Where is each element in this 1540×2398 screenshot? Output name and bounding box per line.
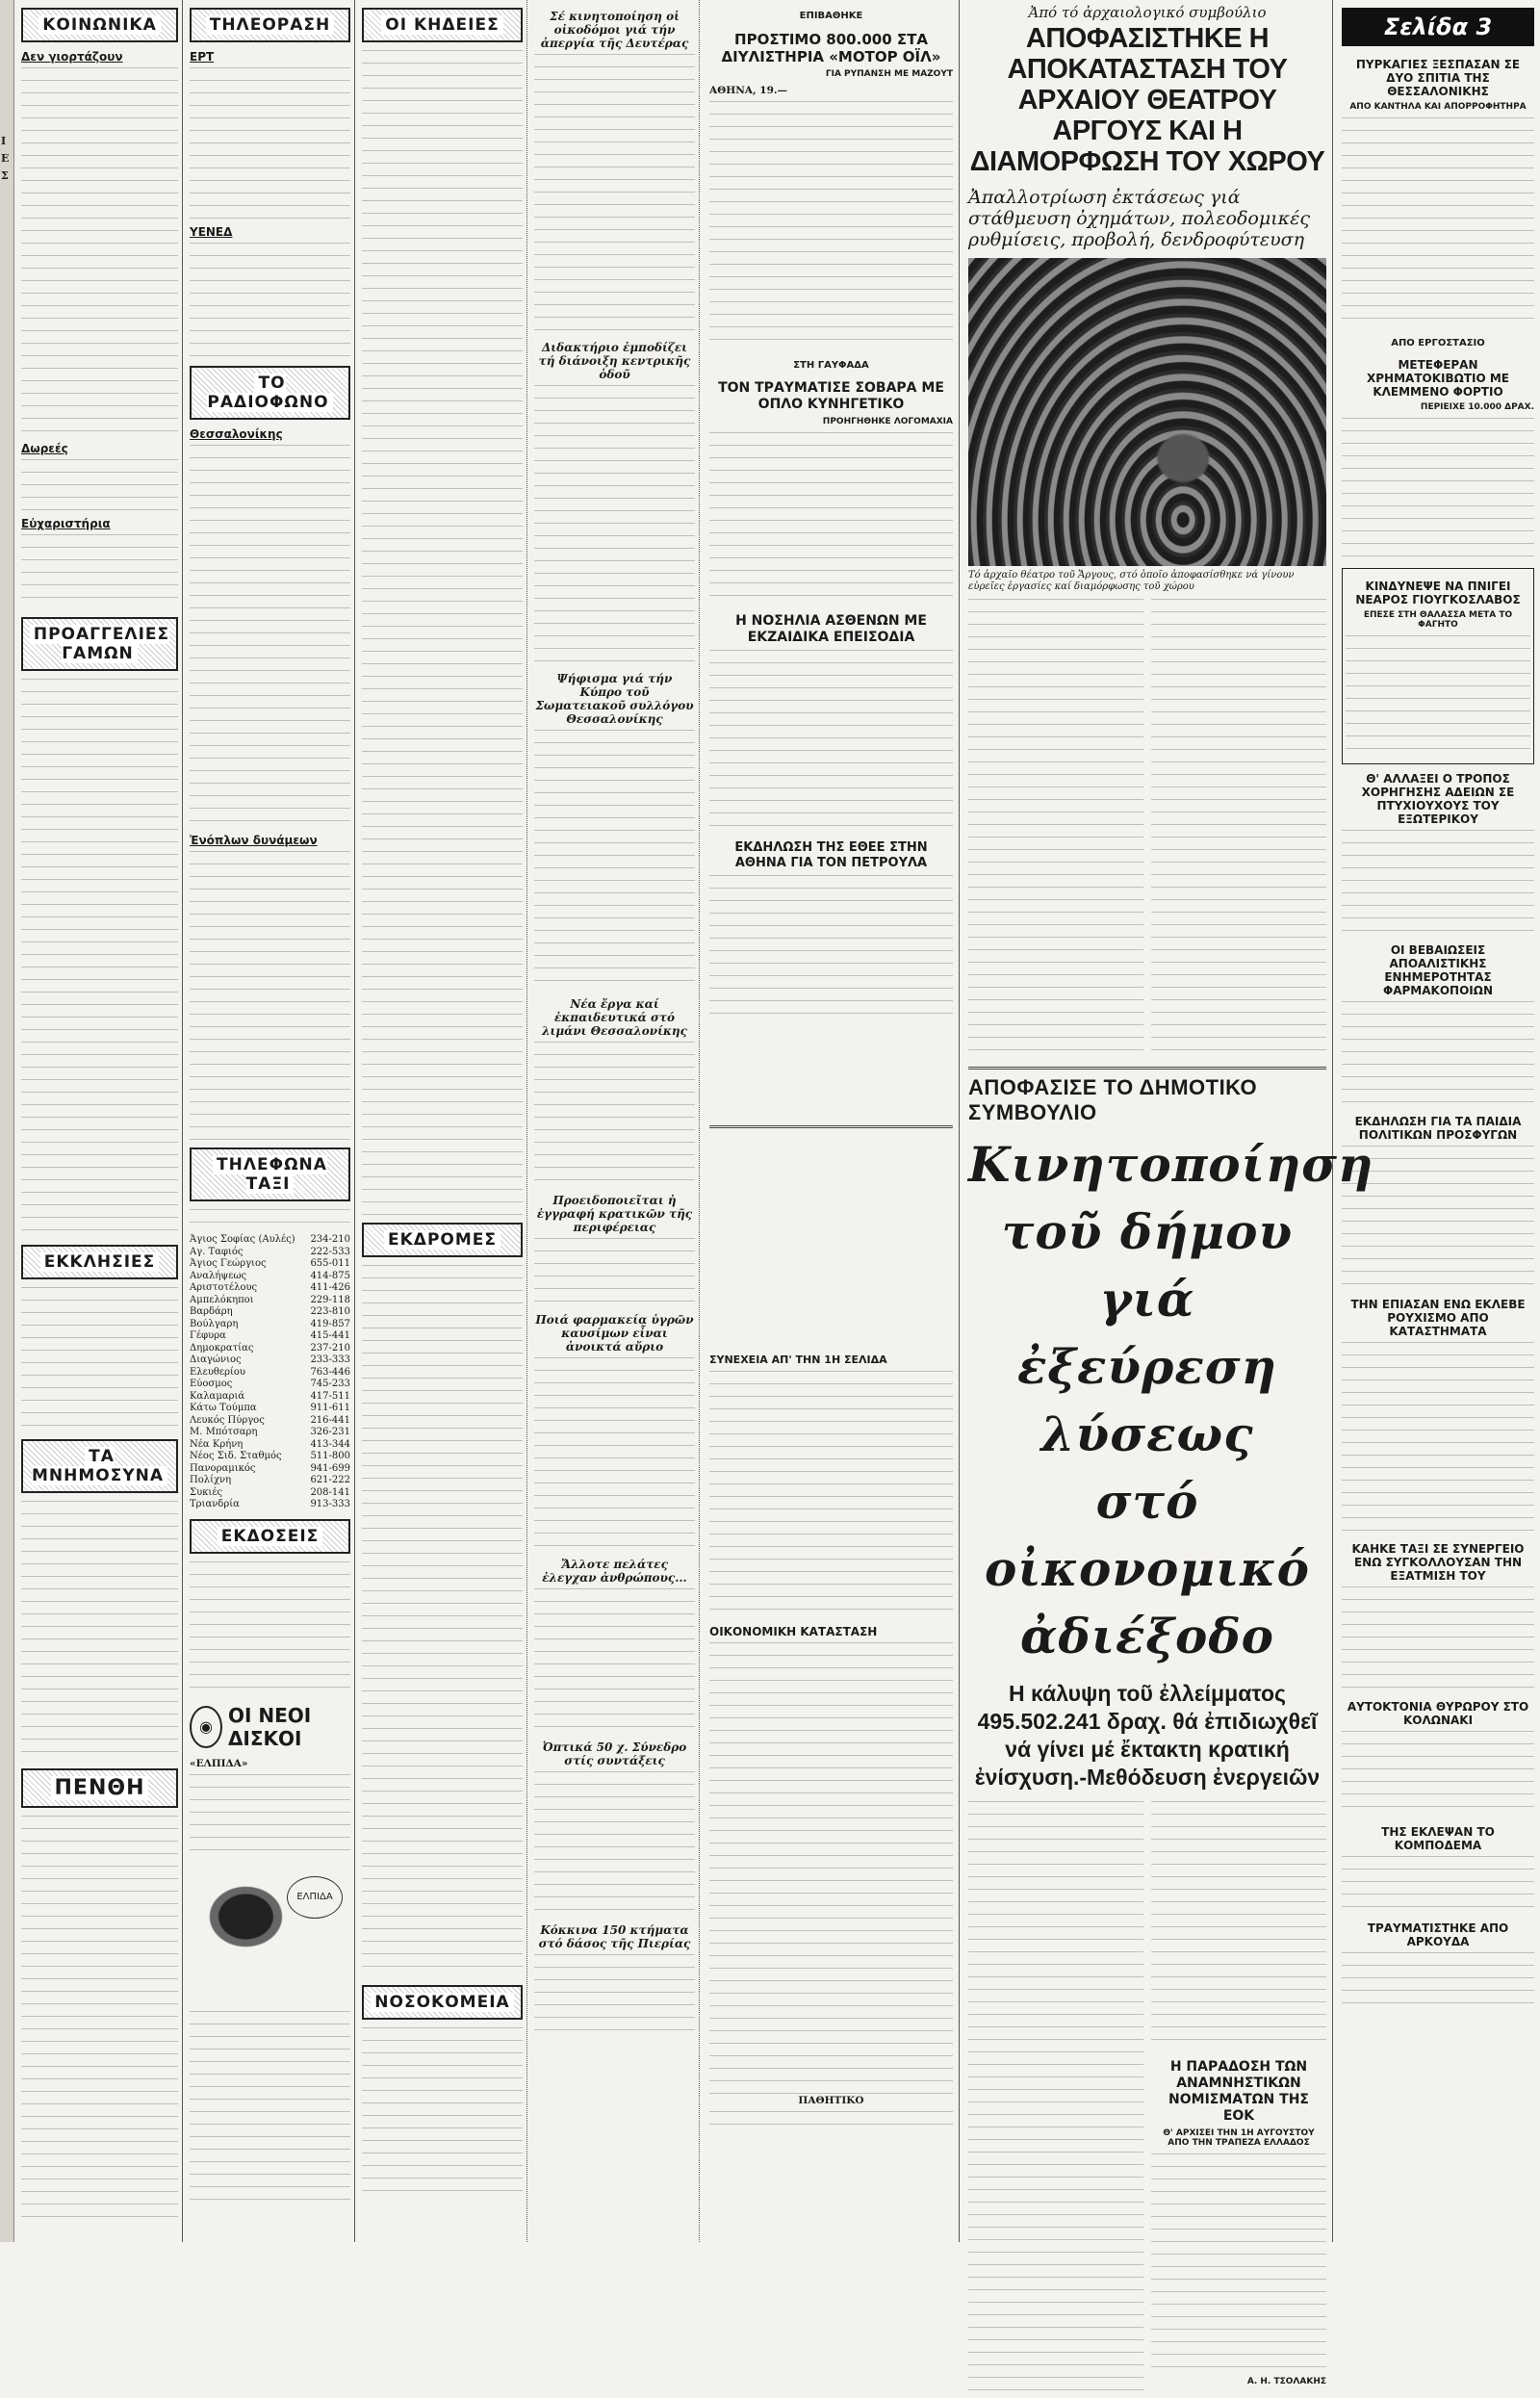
column-local-news: [530, 0, 700, 2242]
taxi-stand-name: Άγιος Σοφίας (Αυλές): [190, 1234, 295, 1245]
new-records-head: [190, 1704, 350, 1750]
headline: Νέα ἔργα καί ἐκπαιδευτικά στό λιμάνι Θεσσαλονίκης: [542, 997, 687, 1038]
body-column: [968, 1801, 1143, 2398]
taxi-row: [190, 1282, 350, 1295]
text-block: [534, 730, 695, 990]
headline: Σέ κινητοποίηση οἱ οἰκοδόμοι γιά τήν ἀπεργία τῆς Δευτέρας: [540, 10, 689, 50]
taxi-row: [190, 1258, 350, 1271]
council-headline-line2: γιά ἐξεύρεση λύσεως: [1017, 1271, 1277, 1462]
page-number-tab: Σελίδα 3: [1342, 8, 1534, 46]
column-lead-stories: [962, 0, 1374, 2386]
taxi-phone-number: 621-222: [310, 1475, 350, 1485]
taxi-row: [190, 1487, 350, 1500]
headline: ΤΗΣ ΕΚΛΕΨΑΝ ΤΟ ΚΟΜΠΟΔΕΜΑ: [1381, 1825, 1495, 1852]
taxi-row: [190, 1451, 350, 1463]
headline: Η ΝΟΣΗΛΙΑ ΑΣΘΕΝΩΝ ΜΕ ΕΚΖΑΙΔΙΚΑ ΕΠΕΙΣΟΔΙΑ: [735, 613, 927, 645]
text-block: [534, 1042, 695, 1186]
taxi-phone-number: 417-511: [310, 1390, 350, 1402]
divider: [709, 1125, 953, 1128]
lead-body: [968, 599, 1326, 1061]
text-block: [362, 1265, 523, 1977]
photo-caption: Τό ἀρχαῖο θέατρο τοῦ Ἄργους, στό ὁποῖο ἀποφασίσθηκε νά γίνουν εὐρεῖες ἐργασίες καί διαμόρφωσης τοῦ χώρου: [968, 570, 1295, 592]
text-block: [709, 1642, 953, 2095]
body-column: [1151, 1801, 1326, 2398]
taxi-stand-name: Νέος Σιδ. Σταθμός: [190, 1451, 282, 1461]
taxi-phone-number: 223-810: [310, 1306, 350, 1317]
subhead: ΠΡΟΗΓΗΘΗΚΕ ΛΟΓΟΜΑΧΙΑ: [822, 417, 953, 426]
headline: Κόκκινα 150 κτήματα στό δάσος τῆς Πιερίας: [538, 1923, 691, 1950]
section-head-ekklisies: ΕΚΚΛΗΣΙΕΣ: [21, 1245, 178, 1279]
spacer: [709, 1134, 953, 1346]
taxi-row: [190, 1403, 350, 1415]
text-block: [21, 679, 178, 1237]
taxi-phone-number: 229-118: [310, 1294, 350, 1305]
taxi-row: [190, 1499, 350, 1511]
text-block: [968, 1801, 1143, 2398]
text-block: [709, 1371, 953, 1621]
taxi-stand-name: Πολίχνη: [190, 1475, 232, 1485]
subhead-liabilities: ΠΑΘΗΤΙΚΟ: [798, 2095, 864, 2106]
council-headline-line1: Κινητοποίηση τοῦ δήμου: [968, 1136, 1374, 1260]
text-block: [190, 1561, 350, 1696]
text-block: [534, 1954, 695, 2041]
headline: Διδακτήριο ἐμποδίζει τή διάνοιξη κεντρικῆς ὁδοῦ: [538, 341, 691, 381]
disk-icon: ◉: [190, 1706, 222, 1748]
new-records-label: ΟΙ ΝΕΟΙ ΔΙΣΚΟΙ: [227, 1703, 312, 1750]
taxi-stand-name: Συκιές: [190, 1486, 223, 1498]
subhead-ert: ΕΡΤ: [190, 50, 215, 64]
taxi-phone-number: 233-333: [310, 1354, 350, 1365]
section-head-penthi: ΠΕΝΘΗ: [21, 1768, 178, 1808]
section-head-ekdromes: ΕΚΔΡΟΜΕΣ: [362, 1223, 523, 1257]
taxi-stand-name: Πανοραμικός: [190, 1462, 256, 1474]
taxi-stand-name: Ελευθερίου: [190, 1366, 245, 1378]
subhead-enoplon: Ἐνόπλων δυνάμεων: [190, 834, 318, 847]
headline: Θ' ΑΛΛΑΞΕΙ Ο ΤΡΟΠΟΣ ΧΟΡΗΓΗΣΗΣ ΑΔΕΙΩΝ ΣΕ ΠΤΥΧΙΟΥΧΟΥΣ ΤΟΥ ΕΞΩΤΕΡΙΚΟΥ: [1361, 772, 1515, 826]
text-block: [21, 1501, 178, 1761]
taxi-phone-number: 419-857: [310, 1318, 350, 1329]
section-head-tileorasi: ΤΗΛΕΟΡΑΣΗ: [190, 8, 350, 42]
column-tv-radio: [186, 0, 355, 2242]
taxi-row: [190, 1271, 350, 1283]
text-block: [190, 445, 350, 830]
text-block: [190, 243, 350, 358]
taxi-stand-name: Αμπελόκηποι: [190, 1294, 254, 1305]
strip-letter: Ε: [1, 152, 10, 165]
strip-letter: Σ: [1, 169, 9, 182]
taxi-stand-name: Λευκός Πύργος: [190, 1414, 265, 1426]
headline: ΠΡΟΣΤΙΜΟ 800.000 ΣΤΑ ΔΙΥΛΙΣΤΗΡΙΑ «ΜΟΤΟΡ ΟΪΛ»: [721, 31, 941, 65]
continuation-label: ΣΥΝΕΧΕΙΑ ΑΠ' ΤΗΝ 1Η ΣΕΛΙΔΑ: [709, 1354, 887, 1366]
subhead: Θ' ΑΡΧΙΣΕΙ ΤΗΝ 1Η ΑΥΓΟΥΣΤΟΥ ΑΠΟ ΤΗΝ ΤΡΑΠΕΖΑ ΕΛΛΑΔΟΣ: [1163, 2128, 1315, 2148]
headline: Η ΠΑΡΑΔΟΣΗ ΤΩΝ ΑΝΑΜΝΗΣΤΙΚΩΝ ΝΟΜΙΣΜΑΤΩΝ ΤΗΣ ΕΟΚ: [1168, 2059, 1309, 2124]
text-block: [21, 1287, 178, 1431]
headline: ΟΙ ΒΕΒΑΙΩΣΕΙΣ ΑΠΟΑΛΙΣΤΙΚΗΣ ΕΝΗΜΕΡΟΤΗΤΑΣ ΦΑΡΜΑΚΟΠΟΙΩΝ: [1383, 943, 1493, 997]
taxi-phone-number: 913-333: [310, 1499, 350, 1509]
subhead-giortazoun: Δεν γιορτάζουν: [21, 50, 123, 64]
subhead: ΓΙΑ ΡΥΠΑΝΣΗ ΜΕ ΜΑΖΟΥΤ: [825, 69, 953, 79]
text-block: [709, 432, 953, 606]
strip-letter: Ι: [1, 135, 7, 147]
taxi-phone-number: 415-441: [310, 1330, 350, 1341]
text-block: [21, 67, 178, 438]
text-block: [1342, 830, 1534, 936]
text-block: [534, 385, 695, 664]
council-headline-line3: στό οἰκονομικό ἀδιέξοδο: [984, 1473, 1311, 1664]
taxi-stand-name: Άγιος Γεώργιος: [190, 1258, 267, 1269]
text-block: [1342, 1342, 1534, 1534]
taxi-row: [190, 1415, 350, 1428]
taxi-stand-name: Αγ. Ταφιός: [190, 1246, 244, 1257]
taxi-row: [190, 1330, 350, 1343]
singer-photo: [190, 1859, 350, 2003]
kicker: ΕΠΙΒΑΘΗΚΕ: [799, 11, 863, 21]
headline: ΑΥΤΟΚΤΟΝΙΑ ΘΥΡΩΡΟΥ ΣΤΟ ΚΟΛΩΝΑΚΙ: [1347, 1700, 1529, 1727]
subhead-efxaristiria: Εὐχαριστήρια: [21, 517, 111, 530]
headline: ΠΥΡΚΑΓΙΕΣ ΞΕΣΠΑΣΑΝ ΣΕ ΔΥΟ ΣΠΙΤΙΑ ΤΗΣ ΘΕΣΣΑΛΟΝΙΚΗΣ: [1355, 58, 1521, 98]
text-block: [1151, 1801, 1326, 2051]
text-block: [190, 1774, 350, 1851]
text-block: [1342, 1001, 1534, 1107]
taxi-phone-number: 411-426: [310, 1282, 350, 1293]
text-block: [362, 50, 523, 1215]
taxi-phone-number: 941-699: [310, 1462, 350, 1474]
taxi-row: [190, 1391, 350, 1404]
taxi-stand-name: Βαρδάρη: [190, 1306, 233, 1317]
section-head-nosokomeia: ΝΟΣΟΚΟΜΕΙΑ: [362, 1985, 523, 2020]
taxi-row: [190, 1247, 350, 1259]
taxi-stand-name: Καλαμαριά: [190, 1390, 245, 1402]
section-head-taxi: ΤΗΛΕΦΩΝΑ ΤΑΞΙ: [190, 1147, 350, 1201]
taxi-row: [190, 1379, 350, 1391]
ancient-theatre-photo: [968, 258, 1326, 566]
cropped-left-strip: [0, 0, 14, 2242]
column-funerals: [358, 0, 527, 2242]
taxi-phone-number: 763-446: [310, 1366, 350, 1378]
boxed-story: [1342, 568, 1534, 764]
taxi-phone-number: 911-611: [310, 1403, 350, 1413]
headline: ΚΙΝΔΥΝΕΨΕ ΝΑ ΠΝΙΓΕΙ ΝΕΑΡΟΣ ΓΙΟΥΓΚΟΣΛΑΒΟΣ: [1355, 580, 1521, 606]
text-block: [1342, 418, 1534, 562]
council-kicker: ΑΠΟΦΑΣΙΣΕ ΤΟ ΔΗΜΟΤΙΚΟ ΣΥΜΒΟΥΛΙΟ: [968, 1075, 1258, 1124]
subhead: ΕΠΕΣΕ ΣΤΗ ΘΑΛΑΣΣΑ ΜΕΤΑ ΤΟ ΦΑΓΗΤΟ: [1363, 610, 1513, 630]
subhead-doreies: Δωρεές: [21, 442, 68, 455]
text-block: [968, 599, 1143, 1061]
council-deck: Η κάλυψη τοῦ ἐλλείμματος 495.502.241 δραχ. θά ἐπιδιωχθεῖ νά γίνει μέ ἔκτακτη κρατική ἐνίσχυση.-Μεθόδευση ἐνεργειῶν: [974, 1681, 1321, 1790]
headline: ΕΚΔΗΛΩΣΗ ΤΗΣ ΕΘΕΕ ΣΤΗΝ ΑΘΗΝΑ ΓΙΑ ΤΟΝ ΠΕΤΡΟΥΛΑ: [734, 840, 928, 870]
headline: ΜΕΤΕΦΕΡΑΝ ΧΡΗΜΑΤΟΚΙΒΩΤΙΟ ΜΕ ΚΛΕΜΜΕΝΟ ΦΟΡΤΙΟ: [1367, 358, 1509, 399]
text-block: [709, 875, 953, 1019]
taxi-phone-number: 511-800: [310, 1451, 350, 1461]
lead-kicker: Ἀπό τό ἀρχαιολογικό συμβούλιο: [1028, 4, 1267, 21]
kicker: ΑΠΟ ΕΡΓΟΣΤΑΣΙΟ: [1391, 338, 1485, 348]
text-block: [709, 101, 953, 351]
section-head-radiofono: ΤΟ ΡΑΔΙΟΦΩΝΟ: [190, 366, 350, 420]
taxi-phone-number: 413-344: [310, 1438, 350, 1450]
taxi-row: [190, 1319, 350, 1331]
text-block: [21, 459, 178, 513]
section-head-ekdoseis: ΕΚΔΟΣΕΙΣ: [190, 1519, 350, 1554]
text-block: [21, 1816, 178, 2220]
column-athens-news: [704, 0, 960, 2242]
taxi-row: [190, 1475, 350, 1487]
text-block: [1342, 1586, 1534, 1692]
taxi-phone-number: 208-141: [310, 1486, 350, 1498]
signature: Α. Η. ΤΣΟΛΑΚΗΣ: [1246, 2377, 1326, 2386]
text-block: [534, 54, 695, 333]
taxi-row: [190, 1306, 350, 1319]
text-block: [190, 1209, 350, 1234]
column-social: [17, 0, 183, 2242]
headline: Ἄλλοτε πελάτες ἐλεγχαν ἀνθρώπους...: [542, 1558, 687, 1585]
record-badge: ΕΛΠΙΔΑ: [287, 1876, 343, 1919]
taxi-stand-name: Γέφυρα: [190, 1330, 226, 1341]
headline: ΤΟΝ ΤΡΑΥΜΑΤΙΣΕ ΣΟΒΑΡΑ ΜΕ ΟΠΛΟ ΚΥΝΗΓΕΤΙΚΟ: [718, 380, 944, 412]
text-block: [1346, 635, 1530, 761]
taxi-phone-number: 655-011: [310, 1258, 350, 1269]
section-head-koinonika: ΚΟΙΝΩΝΙΚΑ: [21, 8, 178, 42]
text-block: [1342, 1856, 1534, 1914]
taxi-phone-number: 216-441: [310, 1414, 350, 1426]
headline: ΕΚΔΗΛΩΣΗ ΓΙΑ ΤΑ ΠΑΙΔΙΑ ΠΟΛΙΤΙΚΩΝ ΠΡΟΣΦΥΓΩΝ: [1354, 1115, 1522, 1142]
taxi-phone-number: 234-210: [310, 1234, 350, 1245]
taxi-stand-name: Αριστοτέλους: [190, 1282, 258, 1293]
subhead: ΠΕΡΙΕΙΧΕ 10.000 ΔΡΑΧ.: [1420, 402, 1534, 412]
taxi-phone-number: 745-233: [310, 1379, 350, 1389]
taxi-stand-name: Διαγώνιος: [190, 1354, 242, 1365]
text-block: [190, 2011, 350, 2204]
text-block: [1151, 2153, 1326, 2375]
taxi-stand-name: Αναλήψεως: [190, 1270, 247, 1281]
taxi-row: [190, 1439, 350, 1452]
taxi-stand-name: Μ. Μπότσαρη: [190, 1427, 258, 1437]
headline: Ποιά φαρμακεία ὑγρῶν καυσίμων εἶναι ἀνοικτά αὔριο: [535, 1313, 694, 1354]
taxi-stand-name: Βούλγαρη: [190, 1318, 239, 1329]
text-block: [190, 851, 350, 1140]
council-body: [968, 1801, 1326, 2398]
taxi-stand-name: Εύοσμος: [190, 1379, 233, 1389]
text-block: [190, 67, 350, 221]
text-block: [362, 2027, 523, 2201]
text-block: [1342, 1146, 1534, 1290]
taxi-stand-name: Νέα Κρήνη: [190, 1438, 244, 1450]
taxi-row: [190, 1295, 350, 1307]
lead-deck: Ἀπαλλοτρίωση ἐκτάσεως γιά στάθμευση ὀχημάτων, πολεοδομικές ρυθμίσεις, προβολή, δενδροφύτευση: [968, 187, 1310, 250]
text-block: [1342, 1731, 1534, 1818]
taxi-row: [190, 1234, 350, 1247]
headline: Ψήφισμα γιά τήν Κύπρο τοῦ Σωματειακοῦ συλλόγου Θεσσαλονίκης: [535, 672, 694, 726]
divider: [968, 1067, 1326, 1070]
text-block: [1342, 1952, 1534, 2010]
text-block: [709, 2111, 953, 2136]
text-block: [1342, 117, 1534, 329]
text-block: [534, 1771, 695, 1916]
dateline: ΑΘΗΝΑ, 19.—: [709, 85, 788, 96]
taxi-stand-name: Τριανδρία: [190, 1499, 240, 1509]
taxi-row: [190, 1427, 350, 1439]
taxi-phone-number: 222-533: [310, 1246, 350, 1257]
text-block: [534, 1357, 695, 1550]
taxi-row: [190, 1367, 350, 1379]
text-block: [534, 1588, 695, 1733]
text-block: [534, 1238, 695, 1305]
taxi-row: [190, 1354, 350, 1367]
headline: ΤΗΝ ΕΠΙΑΣΑΝ ΕΝΩ ΕΚΛΕΒΕ ΡΟΥΧΙΣΜΟ ΑΠΟ ΚΑΤΑΣΤΗΜΑΤΑ: [1350, 1298, 1526, 1338]
taxi-phone-number: 326-231: [310, 1427, 350, 1437]
headline: ΚΑΗΚΕ ΤΑΞΙ ΣΕ ΣΥΝΕΡΓΕΙΟ ΕΝΩ ΣΥΓΚΟΛΛΟΥΣΑΝ ΤΗΝ ΕΞΑΤΜΙΣΗ ΤΟΥ: [1351, 1542, 1525, 1583]
taxi-row: [190, 1343, 350, 1355]
record-title: «ΕΛΠΙΔΑ»: [190, 1757, 248, 1769]
taxi-phone-number: 237-210: [310, 1342, 350, 1354]
section-head-gamoi: ΠΡΟΑΓΓΕΛΙΕΣ ΓΑΜΩΝ: [21, 617, 178, 671]
headline: Ὀπτικά 50 χ. Σύνεδρο στίς συντάξεις: [542, 1740, 687, 1767]
subhead-economy: ΟΙΚΟΝΟΜΙΚΗ ΚΑΤΑΣΤΑΣΗ: [709, 1625, 878, 1638]
section-head-kideies: ΟΙ ΚΗΔΕΙΕΣ: [362, 8, 523, 42]
text-block: [709, 650, 953, 833]
subhead-yened: ΥΕΝΕΔ: [190, 225, 233, 239]
taxi-stand-name: Δημοκρατίας: [190, 1342, 254, 1354]
subhead: ΑΠΟ ΚΑΝΤΗΛΑ ΚΑΙ ΑΠΟΡΡΟΦΗΤΗΡΑ: [1349, 102, 1527, 112]
headline: Προειδοποιεῖται ἡ ἐγγραφή κρατικῶν τῆς περιφέρειας: [536, 1194, 693, 1234]
taxi-stand-name: Κάτω Τούμπα: [190, 1403, 257, 1413]
taxi-phone-table: [190, 1234, 350, 1511]
kicker: ΣΤΗ ΓΑΥΦΑΔΑ: [793, 360, 869, 371]
headline: ΤΡΑΥΜΑΤΙΣΤΗΚΕ ΑΠΟ ΑΡΚΟΥΔΑ: [1367, 1921, 1509, 1948]
text-block: [21, 534, 178, 609]
text-block: [1151, 599, 1326, 1061]
column-briefs: [1336, 0, 1540, 2242]
taxi-row: [190, 1463, 350, 1476]
lead-headline: ΑΠΟΦΑΣΙΣΤΗΚΕ Η ΑΠΟΚΑΤΑΣΤΑΣΗ ΤΟΥ ΑΡΧΑΙΟΥ ΘΕΑΤΡΟΥ ΑΡΓΟΥΣ ΚΑΙ Η ΔΙΑΜΟΡΦΩΣΗ ΤΟΥ ΧΩΡΟΥ: [969, 23, 1325, 177]
taxi-phone-number: 414-875: [310, 1270, 350, 1281]
subhead-thessalonikis: Θεσσαλονίκης: [190, 427, 283, 441]
section-head-mnimosyna: ΤΑ ΜΝΗΜΟΣΥΝΑ: [21, 1439, 178, 1493]
